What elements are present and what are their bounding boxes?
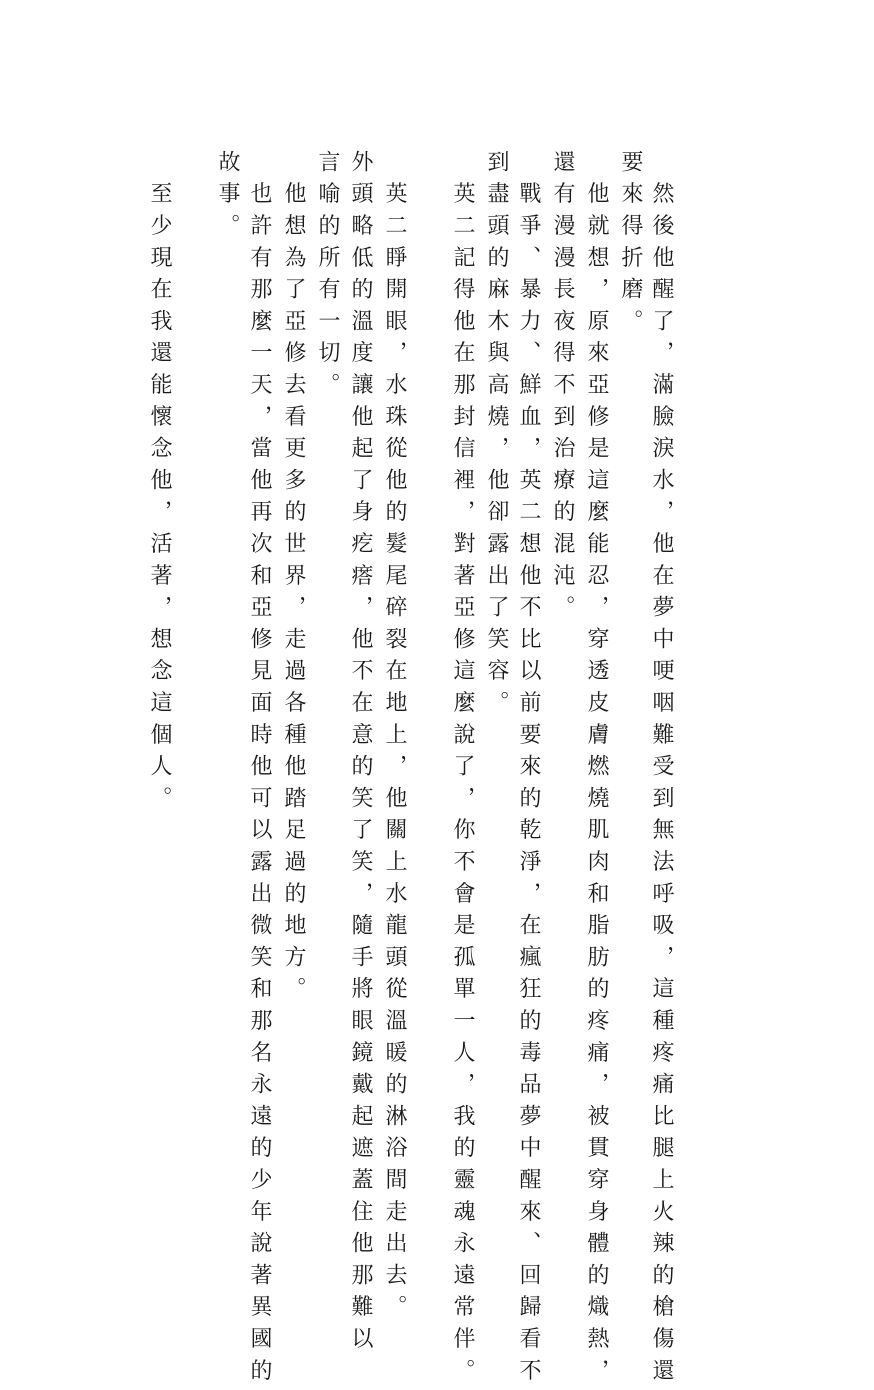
text-column: 到盡頭的麻木與高燒，他卻露出了笑容。 xyxy=(484,150,509,723)
text-column: 英二記得他在那封信裡，對著亞修這麼說了，你不會是孤單一人，我的靈魂永遠常伴。 xyxy=(450,150,475,1390)
text-column: 至少現在我還能懷念他，活著，想念這個人。 xyxy=(147,150,172,818)
text-column: 故事。 xyxy=(215,150,240,246)
text-column: 也許有那麼一天，當他再次和亞修見面時他可以露出微笑和那名永遠的少年說著異國的 xyxy=(247,150,272,1390)
text-column: 外頭略低的溫度讓他起了身疙瘩，他不在意的笑了笑，隨手將眼鏡戴起遮蓋住他那難以 xyxy=(348,150,373,1359)
text-column: 戰爭、暴力、鮮血，英二想他不比以前要來的乾淨，在瘋狂的毒品夢中醒來、回歸看不 xyxy=(516,150,541,1390)
text-column: 然後他醒了，滿臉淚水，他在夢中哽咽難受到無法呼吸，這種疼痛比腿上火辣的槍傷還 xyxy=(649,150,674,1390)
text-column: 言喻的所有一切。 xyxy=(315,150,340,405)
text-column: 還有漫漫長夜得不到治療的混沌。 xyxy=(550,150,575,627)
text-column: 要來得折磨。 xyxy=(618,150,643,341)
text-column: 他就想，原來亞修是這麼能忍，穿透皮膚燃燒肌肉和脂肪的疼痛，被貫穿身體的熾熱， xyxy=(584,150,609,1390)
text-column: 英二睜開眼，水珠從他的髮尾碎裂在地上，他關上水龍頭從溫暖的淋浴間走出去。 xyxy=(382,150,407,1327)
text-column: 他想為了亞修去看更多的世界，走過各種他踏足過的地方。 xyxy=(281,150,306,1009)
